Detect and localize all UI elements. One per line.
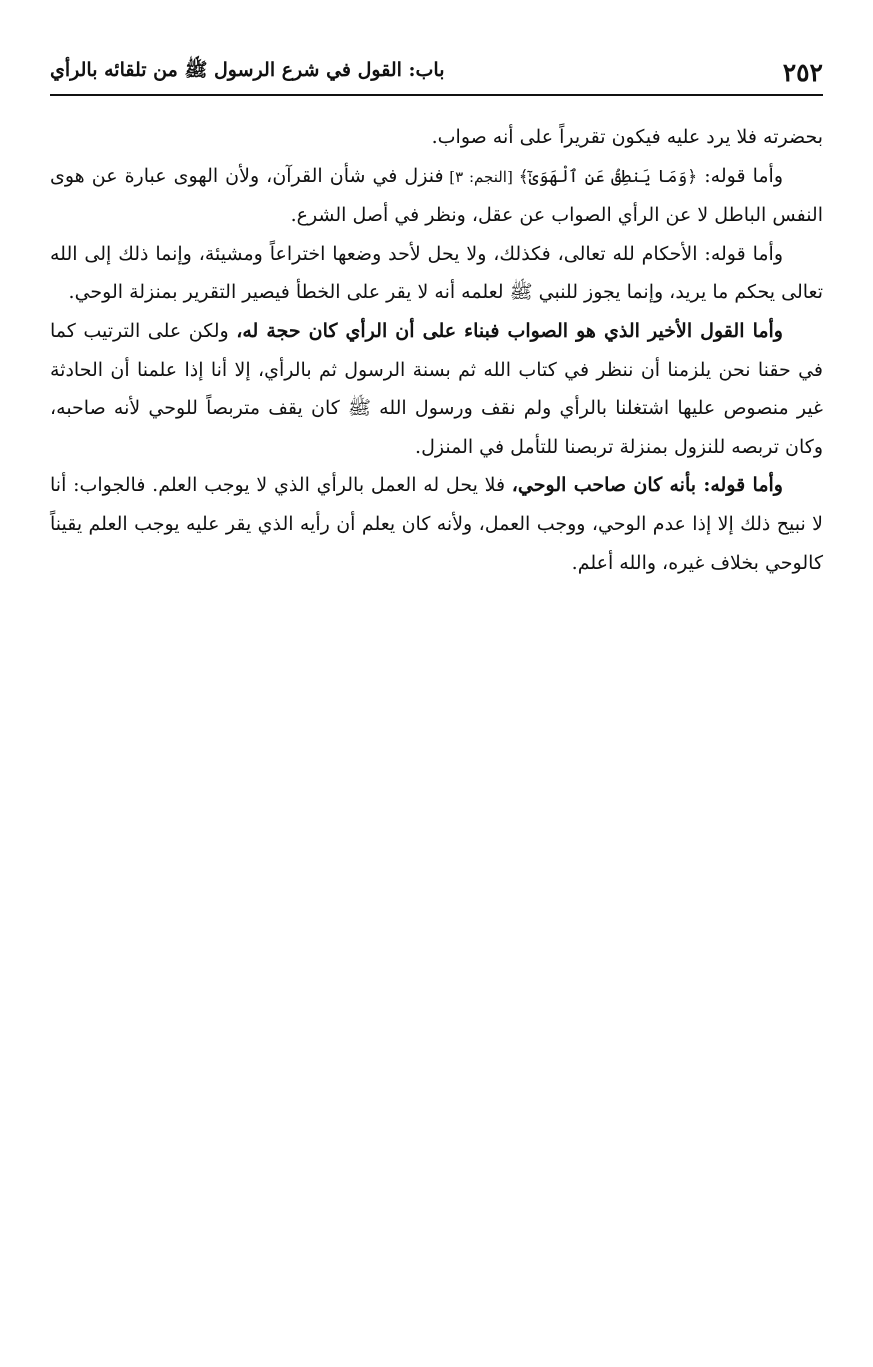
page-header bbox=[50, 50, 823, 96]
paragraph-4-bold-lead: وأما القول الأخير الذي هو الصواب فبناء على أن الرأي كان حجة له، bbox=[236, 319, 783, 342]
paragraph-4-text: ولكن على الترتيب كما في حقنا نحن يلزمنا أن ننظر في كتاب الله ثم بسنة الرسول ثم بالرأي، إلا أنا إذا علمنا أن الحادثة غير منصوص عليها اشتغلنا بالرأي ولم نقف ورسول الله ﷺ كان يقف متربصاً للوحي لأنه صاحبه، وكان تربصه للنزول بمنزلة تربصنا للتأمل في المنزل. bbox=[50, 319, 823, 458]
running-title: باب: القول في شرع الرسول ﷺ من تلقائه بالرأي bbox=[50, 59, 445, 81]
paragraph-3: وأما قوله: الأحكام لله تعالى، فكذلك، ولا يحل لأحد وضعها اختراعاً ومشيئة، وإنما ذلك إلى الله تعالى يحكم ما يريد، وإنما يجوز للنبي ﷺ لعلمه أنه لا يقر على الخطأ فيصير التقرير بمنزلة الوحي. bbox=[50, 242, 823, 304]
paragraph-2 bbox=[50, 157, 823, 235]
paragraph-1: بحضرته فلا يرد عليه فيكون تقريراً على أنه صواب. bbox=[431, 126, 823, 148]
paragraph-4 bbox=[50, 312, 823, 466]
quran-verse: ﴿وَمَا يَنطِقُ عَنِ ٱلْهَوَىٰٓ﴾ bbox=[518, 166, 698, 187]
paragraph-5-text: فلا يحل له العمل بالرأي الذي لا يوجب العلم. فالجواب: أنا لا نبيح ذلك إلا إذا عدم الوحي، ووجب العمل، ولأنه كان يعلم أن رأيه الذي يقر عليه يوجب العلم يقيناً كالوحي بخلاف غيره، والله أعلم. bbox=[50, 474, 823, 574]
paragraph-2-intro: وأما قوله: bbox=[697, 164, 783, 187]
page-body bbox=[50, 118, 823, 582]
paragraph-2-text: فنزل في شأن القرآن، ولأن الهوى عبارة عن هوى النفس الباطل لا عن الرأي الصواب عن عقل، ونظر في أصل الشرع. bbox=[50, 164, 823, 227]
paragraph-5-bold-lead: وأما قوله: بأنه كان صاحب الوحي، bbox=[511, 474, 783, 497]
verse-reference: [النجم: ٣] bbox=[443, 167, 519, 186]
paragraph-5 bbox=[50, 466, 823, 582]
page-number: ٢٥٢ bbox=[782, 57, 823, 87]
